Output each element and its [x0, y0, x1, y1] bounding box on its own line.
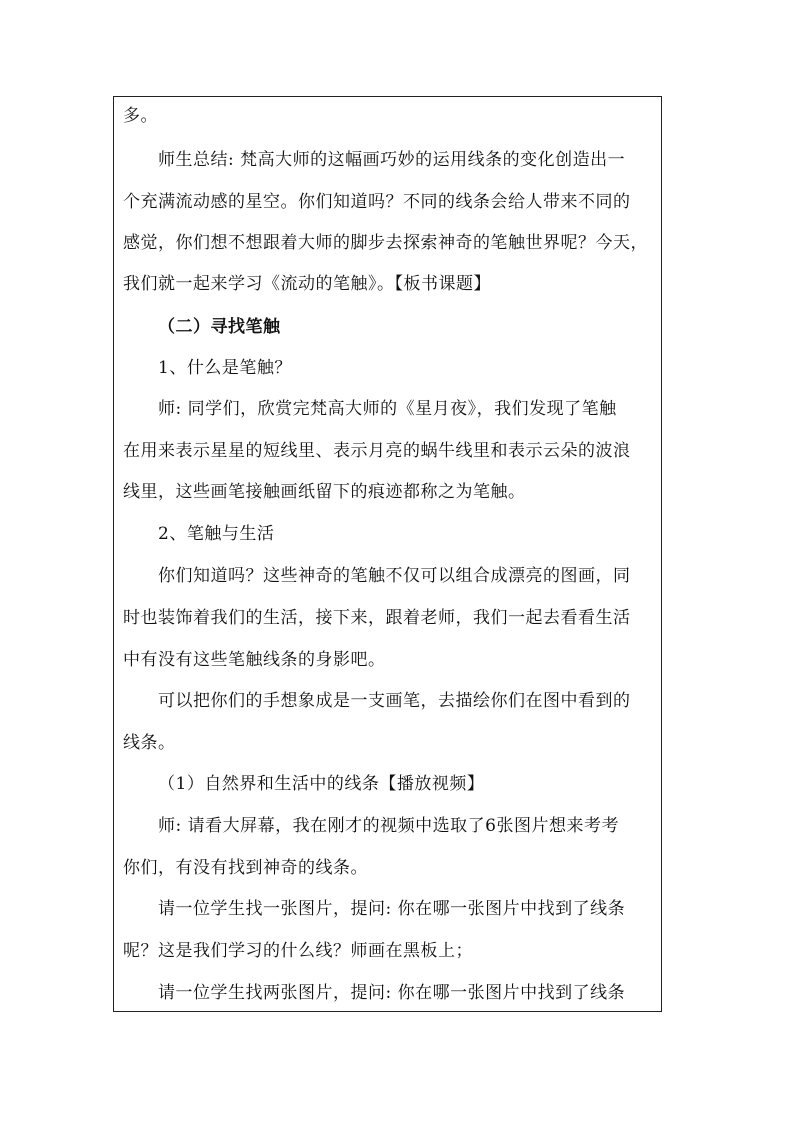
text-line: 你们知道吗？这些神奇的笔触不仅可以组合成漂亮的图画，同	[158, 566, 631, 586]
text-line: 你们，有没有找到神奇的线条。	[123, 858, 368, 878]
section-heading: （二）寻找笔触	[158, 317, 281, 337]
text-line: 时也装饰着我们的生活，接下来，跟着老师，我们一起去看看生活	[123, 608, 631, 628]
subsection-heading: 2、笔触与生活	[158, 524, 275, 544]
text-line: 师: 同学们，欣赏完梵高大师的《星月夜》，我们发现了笔触	[158, 399, 617, 419]
subsection-heading: （1）自然界和生活中的线条【播放视频】	[158, 774, 485, 794]
text-line: 感觉，你们想不想跟着大师的脚步去探索神奇的笔触世界呢？今天，	[123, 233, 648, 253]
text-line: 可以把你们的手想象成是一支画笔，去描绘你们在图中看到的	[158, 691, 631, 711]
text-line: 师: 请看大屏幕，我在刚才的视频中选取了6张图片想来考考	[158, 816, 619, 836]
text-line: 多。	[123, 106, 158, 126]
text-line: 线条。	[123, 733, 176, 753]
text-line: 我们就一起来学习《流动的笔触》。【板书课题】	[123, 274, 491, 294]
text-line: 中有没有这些笔触线条的身影吧。	[123, 650, 386, 670]
text-line: 请一位学生找一张图片，提问: 你在哪一张图片中找到了线条	[158, 899, 626, 919]
text-line: 师生总结: 梵高大师的这幅画巧妙的运用线条的变化创造出一	[158, 150, 626, 170]
text-line: 个充满流动感的星空。你们知道吗？不同的线条会给人带来不同的	[123, 192, 631, 212]
text-line: 呢？这是我们学习的什么线？师画在黑板上；	[123, 941, 473, 961]
text-line: 在用来表示星星的短线里、表示月亮的蜗牛线里和表示云朵的波浪	[123, 441, 631, 461]
text-line: 请一位学生找两张图片，提问: 你在哪一张图片中找到了线条	[158, 983, 626, 1003]
subsection-heading: 1、什么是笔触？	[158, 358, 292, 378]
text-line: 线里，这些画笔接触画纸留下的痕迹都称之为笔触。	[123, 482, 526, 502]
